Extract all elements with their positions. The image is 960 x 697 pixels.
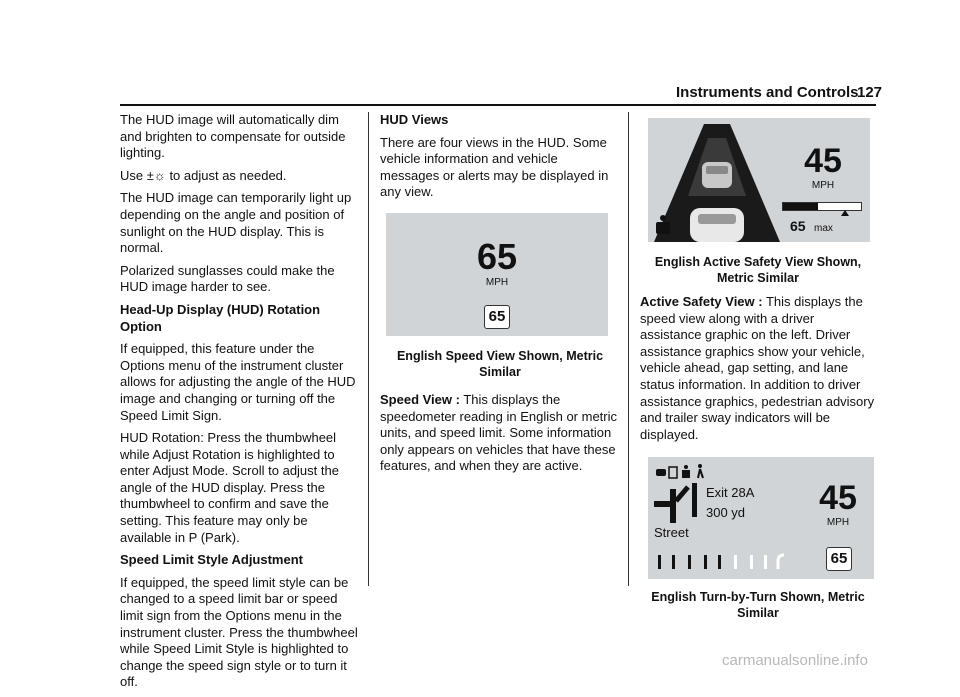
speed-limit-sign: 65 [484,305,510,329]
column-2 [380,112,620,481]
speed-view-label: Speed View : [380,391,460,407]
paragraph-speed-limit-style: If equipped, the speed limit style can be changed to a speed limit bar or speed limit sign from the Options menu in the instrument cluster. Press the thumbwheel while Speed Limit Style is highlighted to change the speed sign style or to turn it off. [120,574,358,690]
heading-speed-limit-style: Speed Limit Style Adjustment [120,552,303,568]
paragraph-rotation-option: If equipped, this feature under the Options menu of the instrument cluster allows for adjusting the angle of the HUD image and changing or turning off the Speed Limit Sign. [120,341,356,423]
speed-marker-icon [841,210,849,216]
active-safety-text: This displays the speed view along with a driver assistance graphic on the left. Driver assistance graphics show your vehicle, vehicle ahead, gap setting, and lane status information. In addition to driver assistance graphics, pedestrian advisory and trailer sway indicators will be displayed. [640,294,875,442]
caption-speed-view: English Speed View Shown, Metric Similar [396,348,604,379]
speed-view-text: This displays the speedometer reading in English or metric units, and speed limit. Some information only appears on vehicles that have these features, and when they are active. [380,391,618,474]
your-vehicle-icon [690,208,744,242]
speed-limit-bar-fill [783,203,818,210]
column-divider-2 [628,112,629,586]
column-divider-1 [368,112,369,586]
speed-view-figure [386,213,608,336]
distance-label: 300 yd [706,505,746,521]
column-1 [120,112,360,697]
paragraph-sunglasses: Polarized sunglasses could make the HUD image harder to see. [120,262,335,295]
caption-active-safety: English Active Safety View Shown, Metric Similar [654,255,862,285]
vehicle-ahead-window [706,166,728,174]
active-safety-unit: MPH [811,180,835,191]
paragraph-auto-dim: The HUD image will automatically dim and brighten to compensate for outside lighting. [120,112,346,161]
page-number: 127 [857,84,883,101]
exit-arrow-icon [654,483,697,523]
speed-unit: MPH [485,276,509,288]
speed-limit-max-label: max [814,223,833,234]
paragraph-sunlight: The HUD image can temporarily light up depending on the angle and position of sunlight on the HUD display. This is normal. [120,190,352,256]
paragraph-hud-rotation: HUD Rotation: Press the thumbwheel while Adjust Rotation is highlighted to enter Adjust Mode. Scroll to adjust the angle of the HUD display. Press the thumbwheel to confirm and save the setting. This feature may only be available in P (Park). [120,430,339,545]
heading-rotation-option: Head-Up Display (HUD) Rotation Option [120,301,321,334]
adjust-prefix: Use [120,167,144,183]
active-safety-figure [648,118,870,242]
speed-limit-value: 65 [790,218,806,234]
lane-guidance-icons [658,555,784,569]
exit-label: Exit 28A [706,485,755,501]
your-vehicle-window [698,214,736,224]
active-safety-speed: 45 [804,142,842,180]
turn-by-turn-unit: MPH [826,517,850,529]
caption-turn-by-turn: English Turn-by-Turn Shown, Metric Similar [651,590,865,621]
active-safety-label: Active Safety View : [640,294,763,309]
turn-by-turn-limit-sign: 65 [826,547,852,571]
alert-icons [656,464,703,478]
paragraph-speed-view [380,392,620,475]
street-label: Street [654,525,689,541]
brightness-control-icon: ±☼ [146,167,166,183]
turn-by-turn-speed: 45 [819,479,857,518]
speed-limit-bar [782,202,862,211]
section-title: Instruments and Controls [676,84,859,101]
adjust-suffix: to adjust as needed. [169,167,287,183]
paragraph-active-safety [640,294,876,443]
paragraph-adjust [120,168,360,185]
paragraph-hud-views: There are four views in the HUD. Some vehicle information and vehicle messages or alerts may be displayed in any view. [380,134,609,200]
turn-by-turn-figure [648,457,874,579]
column-3 [640,112,876,627]
watermark: carmanualsonline.info [722,652,868,669]
speed-readout: 65 [476,235,518,277]
header-rule [120,104,876,106]
vehicle-ahead-icon [702,162,732,188]
heading-hud-views: HUD Views [380,112,449,127]
